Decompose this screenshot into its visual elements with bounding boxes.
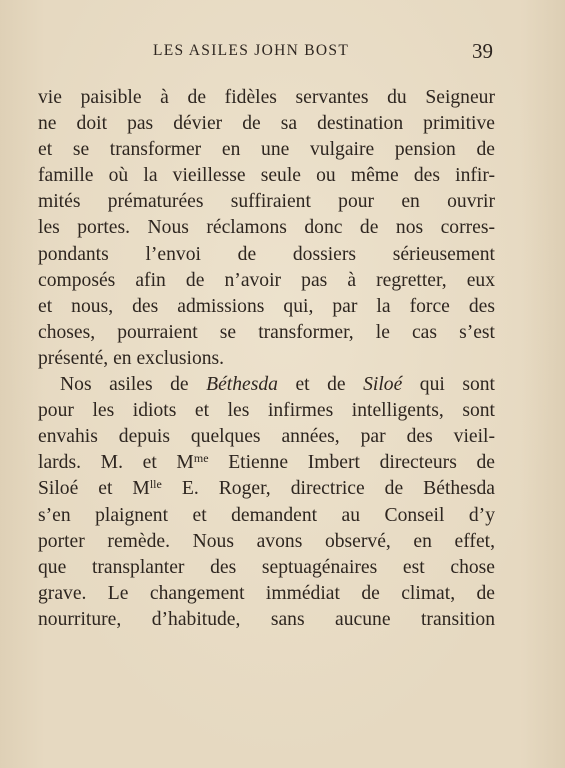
text-line: pour les idiots et les infirmes intelligents, sont — [38, 400, 495, 422]
text-line: que transplanter des septuagénaires est chose — [38, 556, 495, 578]
superscript-lle: lle — [149, 477, 162, 492]
text-line: composés afin de n’avoir pas à regretter, eux — [38, 269, 495, 291]
text-line: porter remède. Nous avons observé, en effet, — [38, 530, 495, 552]
text-line: choses, pourraient se transformer, le cas s’est — [38, 321, 495, 343]
page-number: 39 — [472, 39, 493, 63]
running-head — [38, 41, 495, 65]
text-line: nourriture, d’habitude, sans aucune transition — [38, 608, 495, 630]
text-line: s’en plaignent et demandent au Conseil d’y — [38, 504, 495, 526]
paragraph-start-line: Nos asiles de Béthesda et de Siloé qui sont — [60, 374, 495, 396]
text-line: ne doit pas dévier de sa destination primitive — [38, 113, 495, 135]
text-line: envahis depuis quelques années, par des vieil- — [38, 426, 495, 448]
text-line: famille où la vieillesse seule ou même des infir- — [38, 165, 495, 187]
place-name-bethesda: Béthesda — [206, 374, 278, 396]
text-line: et nous, des admissions qui, par la force des — [38, 295, 495, 317]
text-line: vie paisible à de fidèles servantes du Seigneur — [38, 87, 495, 108]
text-line: et se transformer en une vulgaire pension de — [38, 139, 495, 161]
text-line: les portes. Nous réclamons donc de nos corres- — [38, 217, 495, 239]
text-line: Siloé et $M^{lle}$ E. Roger, directrice de Béthesda — [38, 477, 495, 500]
paragraph-end-line: présenté, en exclusions. — [38, 347, 225, 369]
text-line: grave. Le changement immédiat de climat, de — [38, 582, 495, 604]
body-text — [38, 85, 495, 633]
running-title: LES ASILES JOHN BOST — [153, 42, 350, 59]
place-name-siloe: Siloé — [363, 374, 403, 396]
text-line: pondants l’envoi de dossiers sérieusement — [38, 243, 495, 265]
superscript-me: me — [193, 451, 209, 466]
text-line: lards. M. et $M^{me}$ Etienne Imbert directeurs de — [38, 451, 495, 474]
text-line: mités prématurées suffiraient pour en ouvrir — [38, 191, 495, 213]
